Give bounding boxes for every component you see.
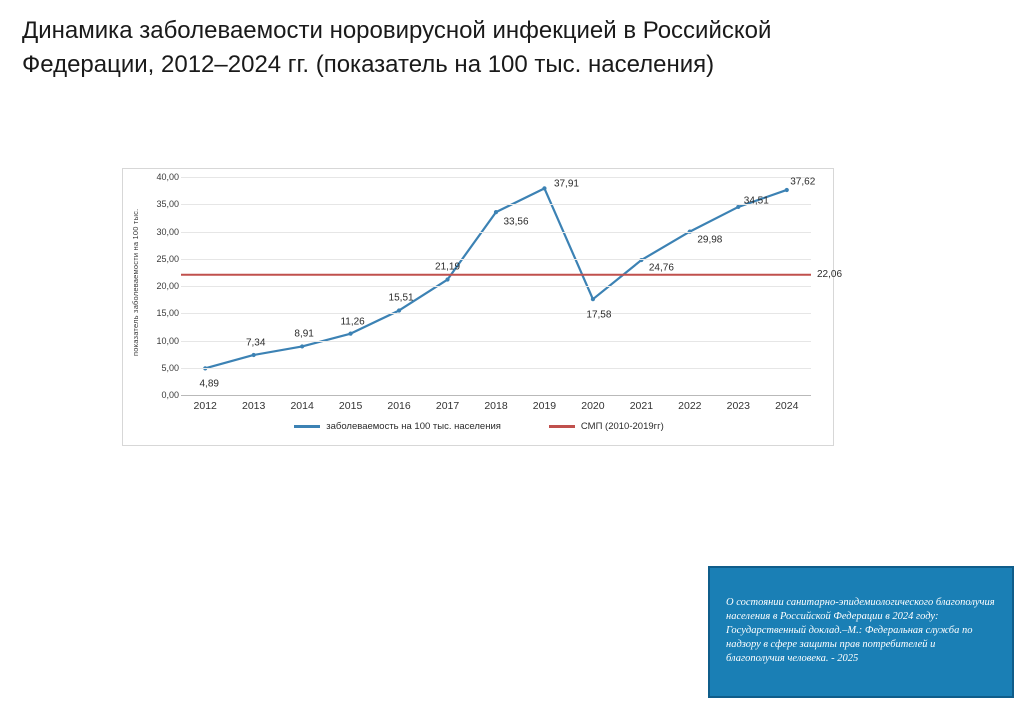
- y-tick-label: 0,00: [161, 390, 179, 400]
- plot-area: [181, 176, 843, 395]
- data-point-label: 15,51: [388, 292, 414, 304]
- y-tick-label: 30,00: [156, 226, 179, 237]
- data-point-label: 4,89: [199, 378, 219, 390]
- y-tick-label: 20,00: [156, 281, 179, 291]
- data-point-label: 21,19: [435, 261, 461, 272]
- legend-item-incidence: [294, 421, 501, 432]
- data-point-label: 29,98: [697, 234, 723, 246]
- gridline: [181, 313, 811, 314]
- data-point: [349, 332, 353, 336]
- data-point-label: 17,58: [586, 309, 612, 321]
- y-tick-label: 40,00: [156, 172, 179, 182]
- data-point-label: 33,56: [503, 216, 529, 228]
- x-tick-label: 2021: [629, 400, 654, 412]
- gridline: [181, 204, 811, 205]
- chart-legend: [123, 421, 835, 432]
- x-tick-label: 2018: [484, 400, 508, 412]
- legend-label-smp: СМП (2010-2019гг): [580, 421, 664, 432]
- x-tick-label: 2012: [193, 400, 217, 412]
- source-callout: [708, 566, 1014, 698]
- legend-swatch-incidence: [294, 425, 320, 428]
- y-axis-ticks: [145, 172, 179, 400]
- smp-value-label: 22,06: [817, 268, 843, 280]
- gridline: [181, 286, 811, 287]
- data-point-label: 8,91: [294, 328, 314, 340]
- source-text: О состоянии санитарно-эпидемиологического благополучия населения в Российской Федерации в 2024 году: Государственный доклад.–М.: Федеральная служба по надзору в сфере защиты прав потребителей и благополучия человека. - 2025: [726, 597, 995, 664]
- gridline: [181, 368, 811, 369]
- x-tick-label: 2023: [726, 400, 750, 412]
- data-point-label: 24,76: [648, 262, 674, 274]
- x-axis-ticks: [181, 400, 811, 416]
- x-tick-label: 2014: [290, 400, 314, 412]
- y-axis-title: показатель заболеваемости на 100 тыс.: [131, 208, 140, 356]
- data-point-label: 37,62: [790, 176, 816, 188]
- y-tick-label: 5,00: [161, 362, 179, 373]
- data-point-markers: [203, 186, 789, 370]
- y-tick-label: 10,00: [156, 335, 179, 346]
- x-tick-label: 2019: [532, 400, 557, 412]
- data-point: [785, 188, 789, 192]
- data-point: [300, 344, 304, 348]
- y-tick-label: 15,00: [156, 308, 179, 319]
- data-point-label: 34,51: [743, 195, 769, 207]
- x-tick-label: 2022: [678, 400, 702, 412]
- chart-container: [122, 168, 843, 446]
- legend-item-smp: [549, 421, 664, 432]
- gridline: [181, 395, 811, 396]
- x-tick-label: 2017: [435, 400, 460, 412]
- data-point: [542, 186, 546, 190]
- page-title: Динамика заболеваемости норовирусной инфекцией в Российской Федерации, 2012–2024 гг. (показатель на 100 тыс. населения): [22, 17, 772, 78]
- data-point-label: 11,26: [340, 316, 365, 328]
- data-point: [736, 205, 740, 209]
- gridline: [181, 177, 811, 178]
- x-tick-label: 2013: [242, 400, 266, 412]
- data-point: [591, 297, 595, 301]
- legend-label-incidence: заболеваемость на 100 тыс. населения: [326, 421, 501, 432]
- gridline: [181, 232, 811, 233]
- data-point-label: 37,91: [553, 178, 579, 190]
- x-tick-label: 2016: [387, 400, 411, 412]
- data-point: [494, 210, 498, 214]
- gridline: [181, 259, 811, 260]
- data-point: [445, 277, 449, 281]
- y-tick-label: 35,00: [156, 199, 179, 210]
- data-point: [397, 308, 401, 312]
- data-point: [252, 353, 256, 357]
- x-tick-label: 2020: [581, 400, 605, 412]
- y-tick-label: 25,00: [156, 253, 179, 264]
- gridline: [181, 341, 811, 342]
- x-tick-label: 2015: [338, 400, 363, 412]
- x-tick-label: 2024: [775, 400, 799, 412]
- legend-swatch-smp: [549, 425, 575, 428]
- data-point-label: 7,34: [245, 337, 266, 349]
